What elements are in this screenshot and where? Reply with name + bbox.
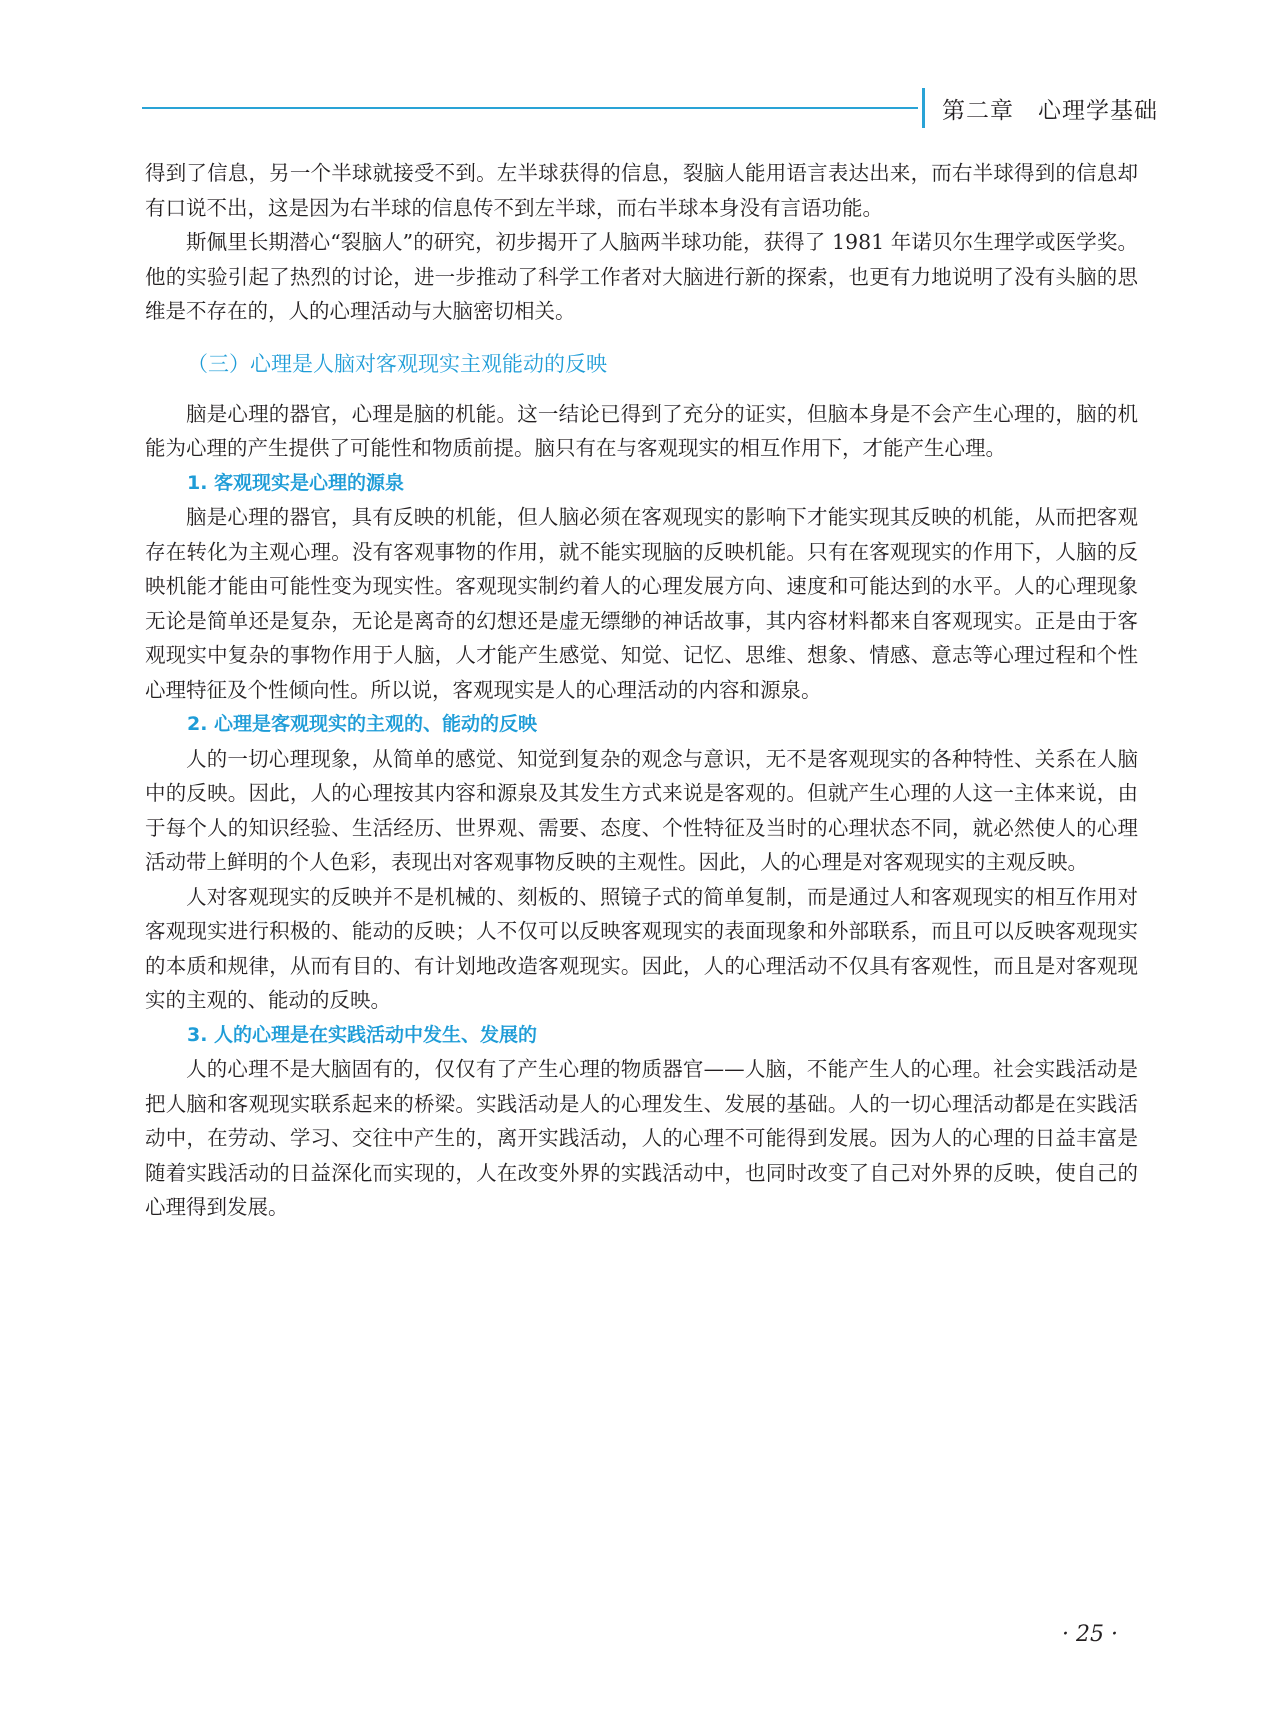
paragraph-practice: 人的心理不是大脑固有的，仅仅有了产生心理的物质器官——人脑，不能产生人的心理。社会实践活动是把人脑和客观现实联系起来的桥梁。实践活动是人的心理发生、发展的基础。人的一切心理活动都是在实践活动中，在劳动、学习、交往中产生的，离开实践活动，人的心理不可能得到发展。因为人的心理的日益丰富是随着实践活动的日益深化而实现的，人在改变外界的实践活动中，也同时改变了自己对外界的反映，使自己的心理得到发展。 — [145, 1057, 1138, 1219]
section-heading: （三）心理是人脑对客观现实主观能动的反映 — [187, 351, 607, 376]
header-divider — [922, 88, 925, 128]
paragraph-sperry: 斯佩里长期潜心“裂脑人”的研究，初步揭开了人脑两半球功能，获得了 1981 年诺贝尔生理学或医学奖。他的实验引起了热烈的讨论，进一步推动了科学工作者对大脑进行新的探索，也更有力地说明了没有头脑的思维是不存在的，人的心理活动与大脑密切相关。 — [145, 230, 1138, 323]
paragraph-continued: 得到了信息，另一个半球就接受不到。左半球获得的信息，裂脑人能用语言表达出来，而右半球得到的信息却有口说不出，这是因为右半球的信息传不到左半球，而右半球本身没有言语功能。 — [145, 161, 1138, 220]
header-rule — [142, 107, 918, 109]
paragraph-source: 脑是心理的器官，具有反映的机能，但人脑必须在客观现实的影响下才能实现其反映的机能，从而把客观存在转化为主观心理。没有客观事物的作用，就不能实现脑的反映机能。只有在客观现实的作用下，人脑的反映机能才能由可能性变为现实性。客观现实制约着人的心理发展方向、速度和可能达到的水平。人的心理现象无论是简单还是复杂，无论是离奇的幻想还是虚无缥缈的神话故事，其内容材料都来自客观现实。正是由于客观现实中复杂的事物作用于人脑，人才能产生感觉、知觉、记忆、思维、想象、情感、意志等心理过程和个性心理特征及个性倾向性。所以说，客观现实是人的心理活动的内容和源泉。 — [145, 505, 1138, 702]
running-header — [142, 88, 1158, 128]
paragraph-subjective: 人的一切心理现象，从简单的感觉、知觉到复杂的观念与意识，无不是客观现实的各种特性、关系在人脑中的反映。因此，人的心理按其内容和源泉及其发生方式来说是客观的。但就产生心理的人这一主体来说，由于每个人的知识经验、生活经历、世界观、需要、态度、个性特征及当时的心理状态不同，就必然使人的心理活动带上鲜明的个人色彩，表现出对客观事物反映的主观性。因此，人的心理是对客观现实的主观反映。 — [145, 746, 1138, 874]
subheading-3: 3. 人的心理是在实践活动中发生、发展的 — [187, 1023, 538, 1046]
chapter-title: 第二章 心理学基础 — [942, 98, 1158, 124]
page-number: · 25 · — [1062, 1622, 1118, 1647]
page-body — [145, 156, 1138, 1225]
paragraph-brain-organ: 脑是心理的器官，心理是脑的机能。这一结论已得到了充分的证实，但脑本身是不会产生心理的，脑的机能为心理的产生提供了可能性和物质前提。脑只有在与客观现实的相互作用下，才能产生心理。 — [145, 401, 1138, 460]
subheading-2: 2. 心理是客观现实的主观的、能动的反映 — [187, 713, 538, 735]
paragraph-active-reflection: 人对客观现实的反映并不是机械的、刻板的、照镜子式的简单复制，而是通过人和客观现实的相互作用对客观现实进行积极的、能动的反映；人不仅可以反映客观现实的表面现象和外部联系，而且可以反映客观现实的本质和规律，从而有目的、有计划地改造客观现实。因此，人的心理活动不仅具有客观性，而且是对客观现实的主观的、能动的反映。 — [145, 884, 1138, 1012]
subheading-1: 1. 客观现实是心理的源泉 — [187, 471, 405, 494]
